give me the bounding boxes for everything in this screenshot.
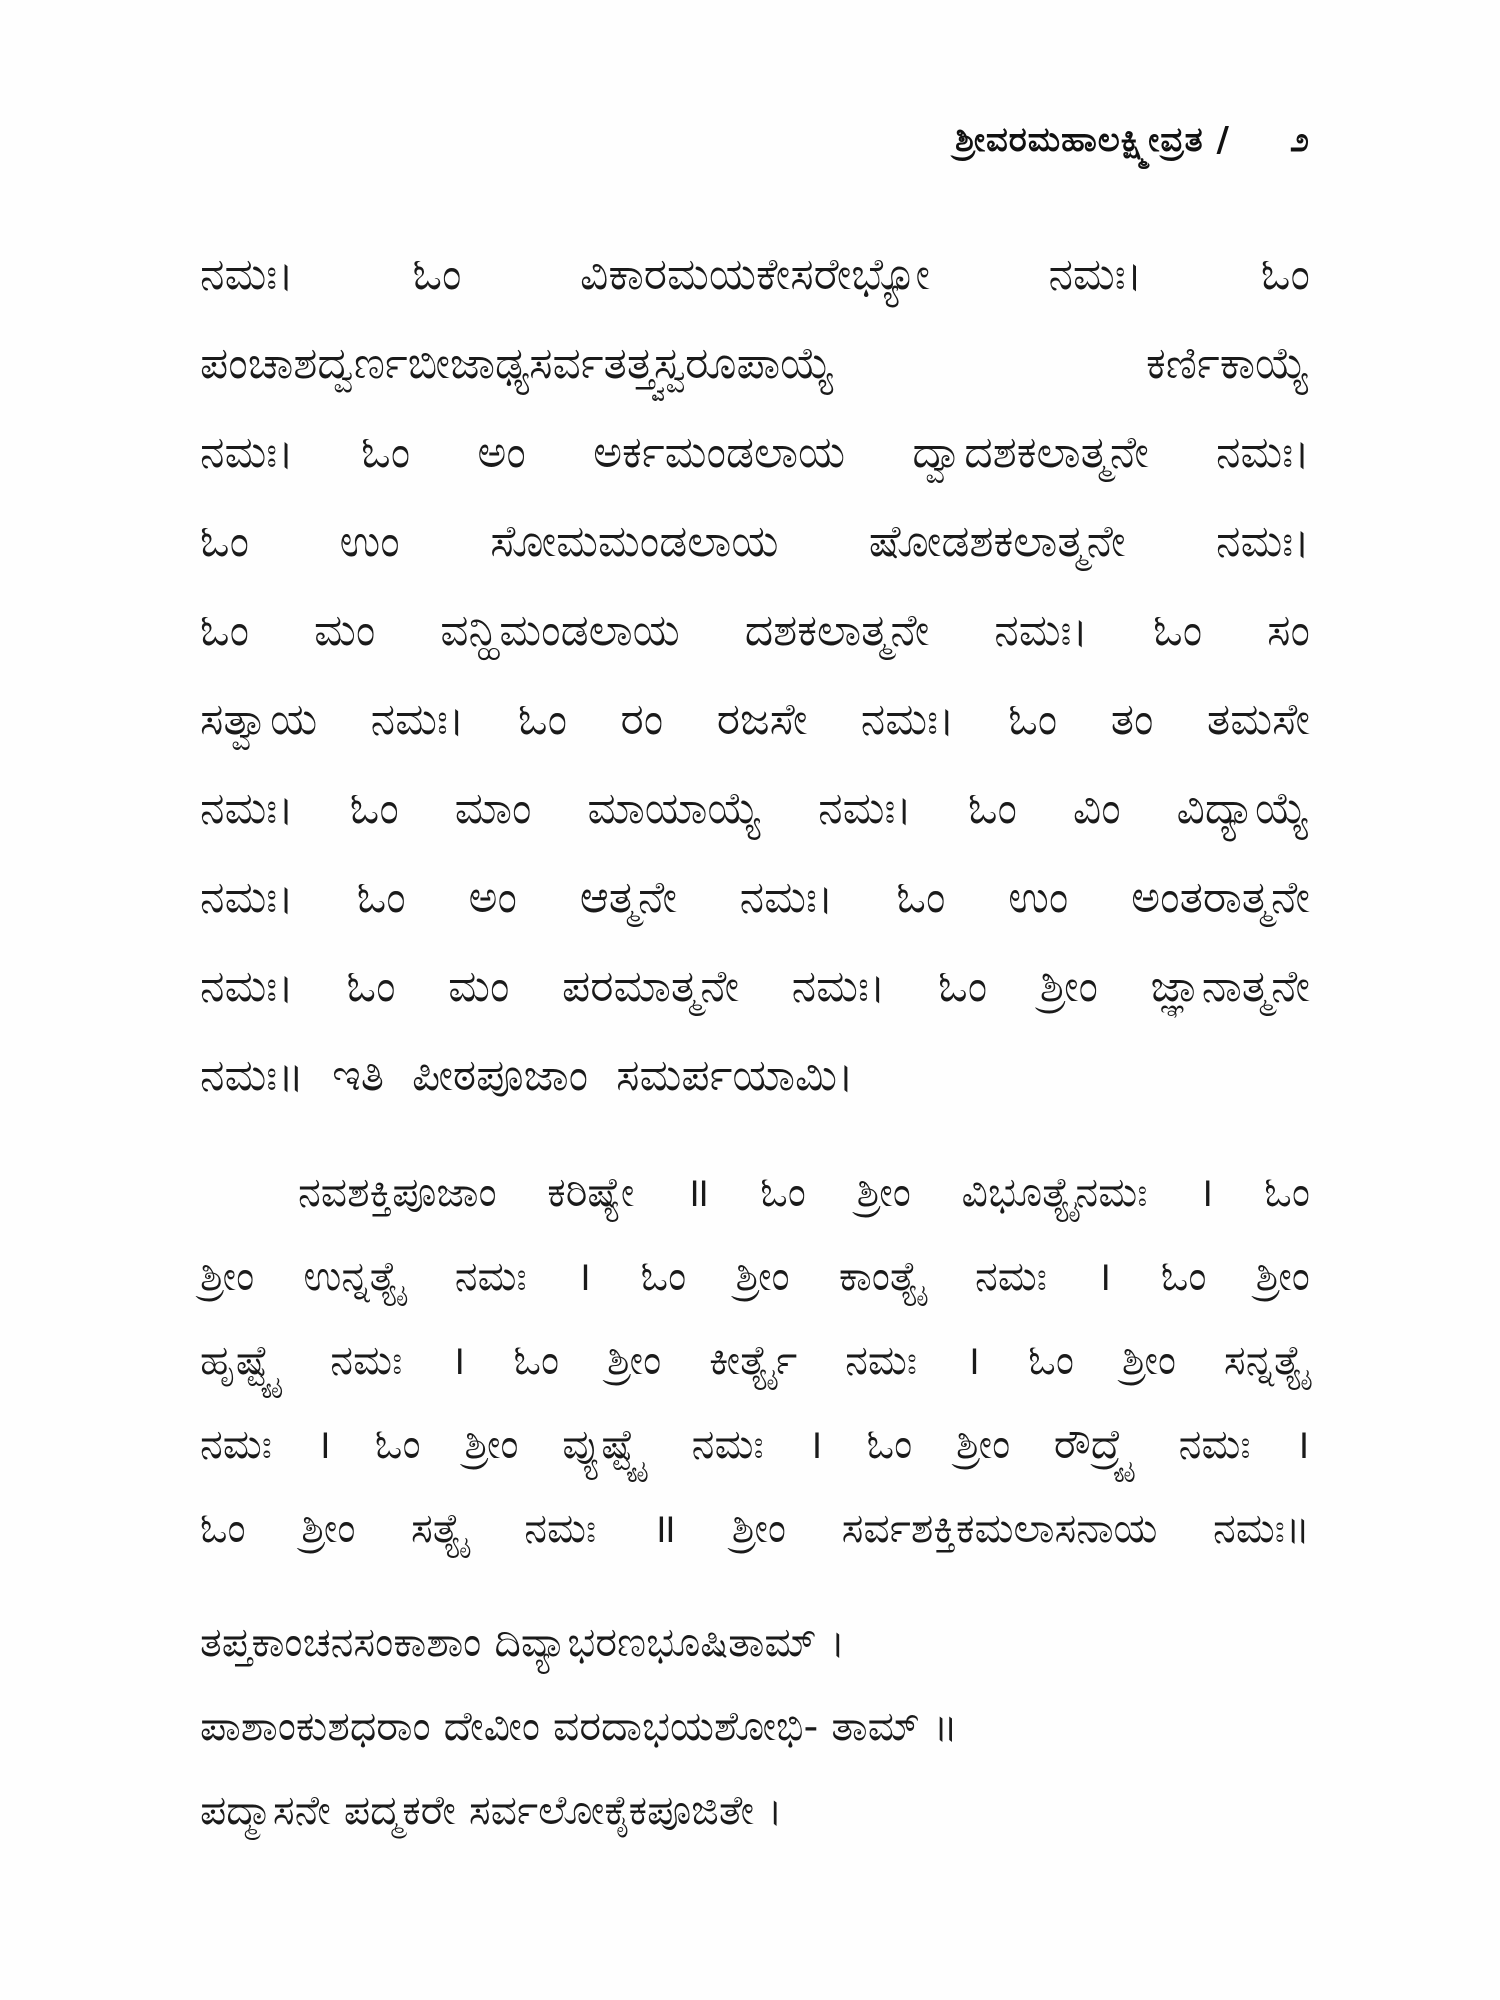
text-line	[200, 1031, 1310, 1120]
word: ನಮಃ	[1178, 1420, 1251, 1468]
verse-dhyana	[200, 1600, 1310, 1852]
word: ವನ್ಹಿಮಂಡಲಾಯ	[440, 605, 680, 656]
word: ಓಂ	[518, 694, 568, 745]
word: ಓಂ	[760, 1168, 806, 1216]
word: ।	[575, 1252, 592, 1300]
word: ।	[807, 1420, 823, 1468]
word: ।	[964, 1336, 981, 1384]
verse-line: ಪಾಶಾಂಕುಶಧರಾಂ ದೇವೀಂ ವರದಾಭಯಶೋಭಿ- ತಾಮ್ ॥	[200, 1702, 958, 1750]
text-line	[200, 675, 1310, 764]
word: ಸಮರ್ಪಯಾಮಿ।	[616, 1050, 854, 1101]
page-number: ೨	[1289, 120, 1310, 160]
paragraph-navashakti-pooja	[200, 1150, 1310, 1570]
word: ಇತಿ	[332, 1050, 385, 1101]
word: ತಂ	[1110, 694, 1154, 745]
word: ಕರ್ಣಿಕಾಯ್ಯೆ	[1145, 338, 1310, 389]
word: ನಮಃ।	[1215, 427, 1310, 478]
word: ಶ್ರೀಂ	[200, 1252, 255, 1300]
word: ।	[1096, 1252, 1112, 1300]
text-line	[200, 1318, 1310, 1402]
word: ನಮಃ।	[1215, 516, 1310, 567]
text-line	[200, 1486, 1310, 1570]
word: ಓಂ	[1264, 1168, 1310, 1216]
word: ಮಾಂ	[454, 783, 532, 834]
word: ವಿಕಾರಮಯಕೇಸರೇಭ್ಯೋ	[580, 249, 930, 300]
word: ರಜಸೇ	[716, 694, 808, 745]
word: ಪೀಠಪೂಜಾಂ	[412, 1050, 589, 1101]
word: ನಮಃ।	[370, 694, 465, 745]
word: ಓಂ	[513, 1336, 560, 1384]
word: ।	[1294, 1420, 1310, 1468]
word: ಮಂ	[448, 961, 510, 1012]
text-line	[200, 942, 1310, 1031]
word: ಶ್ರೀಂ	[464, 1420, 519, 1468]
word: ನಮಃ।	[994, 605, 1089, 656]
word: ಮಾಯಾಯ್ಯೆ	[587, 783, 763, 834]
running-title: ಶ್ರೀವರಮಹಾಲಕ್ಷ್ಮೀವ್ರತ /	[955, 120, 1230, 160]
word: ನಮಃ।	[791, 961, 886, 1012]
text-line	[200, 497, 1310, 586]
word: ಅರ್ಕಮಂಡಲಾಯ	[593, 427, 846, 478]
word: ಹೃಷ್ಟ್ಯೈ	[200, 1336, 283, 1384]
word: ಉಂ	[339, 516, 400, 567]
word: ದಶಕಲಾತ್ಮನೇ	[744, 605, 930, 656]
word: ಸತ್ಯೈ	[411, 1504, 469, 1552]
text-line	[200, 1402, 1310, 1486]
word: ನಮಃ	[454, 1252, 527, 1300]
word: ಶ್ರೀಂ	[1039, 961, 1098, 1012]
word: ವಿಂ	[1072, 783, 1121, 834]
word: ಓಂ	[200, 516, 250, 567]
word: ನಮಃ।	[739, 872, 834, 923]
word: ಶ್ರೀಂ	[1121, 1336, 1177, 1384]
word: ರಂ	[620, 694, 664, 745]
word: ನಮಃ।	[200, 872, 294, 923]
word: ಜ್ಞಾನಾತ್ಮನೇ	[1150, 961, 1310, 1012]
text-line	[200, 586, 1310, 675]
word: ವಿಭೂತ್ಯೈನಮಃ	[961, 1168, 1148, 1216]
word: ನಮಃ।	[200, 249, 294, 300]
word: ಓಂ	[346, 961, 396, 1012]
word: ಸತ್ವಾಯ	[200, 694, 318, 745]
word: ಓಂ	[1008, 694, 1058, 745]
word: ಉನ್ನತ್ಯೈ	[303, 1252, 406, 1300]
word: ಅಂತರಾತ್ಮನೇ	[1131, 872, 1310, 923]
word: ಓಂ	[200, 1504, 246, 1552]
word: ಕೀರ್ತ್ಯೈ	[709, 1336, 798, 1384]
word: ರೌದ್ರ್ಯೈ	[1053, 1420, 1135, 1468]
word: ಶ್ರೀಂ	[731, 1504, 787, 1552]
word: ಉಂ	[1008, 872, 1069, 923]
word: ಕರಿಷ್ಯೇ	[547, 1168, 635, 1216]
word: ಅಂ	[477, 427, 526, 478]
word: ನಮಃ	[330, 1336, 403, 1384]
word: ಓಂ	[1153, 605, 1203, 656]
word: ಷೋಡಶಕಲಾತ್ಮನೇ	[868, 516, 1126, 567]
word: ನಮಃ	[200, 1420, 272, 1468]
word: ಓಂ	[356, 872, 406, 923]
word: ನಮಃ॥	[1212, 1504, 1310, 1552]
word: ಶ್ರೀಂ	[1255, 1252, 1310, 1300]
word: ಶ್ರೀಂ	[856, 1168, 911, 1216]
word: ಶ್ರೀಂ	[301, 1504, 356, 1552]
word: ಸರ್ವಶಕ್ತಿಕಮಲಾಸನಾಯ	[841, 1504, 1158, 1552]
word: ನಮಃ	[974, 1252, 1047, 1300]
word: ।	[450, 1336, 466, 1384]
word: ಓಂ	[866, 1420, 913, 1468]
word: ಅಂ	[468, 872, 517, 923]
word: ಸೋಮಮಂಡಲಾಯ	[490, 516, 779, 567]
word: ನಮಃ	[691, 1420, 764, 1468]
word: ಮಂ	[313, 605, 376, 656]
word: ನವಶಕ್ತಿಪೂಜಾಂ	[298, 1168, 497, 1216]
word: ಓಂ	[967, 783, 1018, 834]
verse-line: ತಪ್ತಕಾಂಚನಸಂಕಾಶಾಂ ದಿವ್ಯಾಭರಣಭೂಷಿತಾಮ್ ।	[200, 1618, 846, 1666]
word: ನಮಃ।	[200, 961, 294, 1012]
page-body	[200, 230, 1310, 1852]
text-line	[200, 230, 1310, 319]
word: ವ್ಯುಷ್ಟ್ಯೈ	[562, 1420, 648, 1468]
word: ಸಂ	[1267, 605, 1310, 656]
text-line	[200, 319, 1310, 408]
word: ।	[315, 1420, 332, 1468]
text-line	[200, 764, 1310, 853]
word: ॥	[685, 1168, 710, 1216]
word: ತಮಸೇ	[1206, 694, 1310, 745]
word: ಆತ್ಮನೇ	[579, 872, 677, 923]
word: ಓಂ	[640, 1252, 687, 1300]
word: ಓಂ	[896, 872, 946, 923]
word: ಪರಮಾತ್ಮನೇ	[562, 961, 740, 1012]
word: ನಮಃ।	[860, 694, 955, 745]
paragraph-peetha-pooja	[200, 230, 1310, 1120]
verse-line: ಪದ್ಮಾಸನೇ ಪದ್ಮಕರೇ ಸರ್ವಲೋಕೈಕಪೂಜಿತೇ ।	[200, 1786, 783, 1834]
text-line	[200, 408, 1310, 497]
word: ॥	[651, 1504, 677, 1552]
text-line	[200, 1150, 1310, 1234]
word: ನಮಃ।	[1048, 249, 1143, 300]
word: ಪಂಚಾಶದ್ವರ್ಣಬೀಜಾಢ್ಯಸರ್ವತತ್ತ್ವಸ್ವರೂಪಾಯ್ಯೆ	[200, 338, 836, 389]
text-line	[200, 853, 1310, 942]
text-line	[200, 1234, 1310, 1318]
word: ಓಂ	[1028, 1336, 1075, 1384]
word: ನಮಃ॥	[200, 1050, 305, 1101]
running-header	[955, 120, 1310, 160]
word: ಓಂ	[349, 783, 399, 834]
word: ವಿದ್ಯಾಯ್ಯೆ	[1176, 783, 1310, 834]
word: ಓಂ	[938, 961, 988, 1012]
word: ನಮಃ	[524, 1504, 597, 1552]
word: ।	[1198, 1168, 1214, 1216]
word: ಶ್ರೀಂ	[607, 1336, 662, 1384]
word: ನಮಃ।	[818, 783, 913, 834]
word: ನಮಃ।	[200, 427, 294, 478]
word: ಓಂ	[412, 249, 462, 300]
word: ಓಂ	[1160, 1252, 1207, 1300]
word: ಓಂ	[1260, 249, 1310, 300]
word: ನಮಃ	[845, 1336, 918, 1384]
word: ಕಾಂತ್ಯೈ	[838, 1252, 926, 1300]
word: ಸನ್ನತ್ಯೈ	[1223, 1336, 1310, 1384]
word: ಶ್ರೀಂ	[955, 1420, 1011, 1468]
word: ದ್ವಾದಶಕಲಾತ್ಮನೇ	[912, 427, 1149, 478]
word: ಓಂ	[200, 605, 250, 656]
word: ಓಂ	[361, 427, 411, 478]
word: ಓಂ	[374, 1420, 421, 1468]
word: ಶ್ರೀಂ	[735, 1252, 790, 1300]
word: ನಮಃ।	[200, 783, 294, 834]
